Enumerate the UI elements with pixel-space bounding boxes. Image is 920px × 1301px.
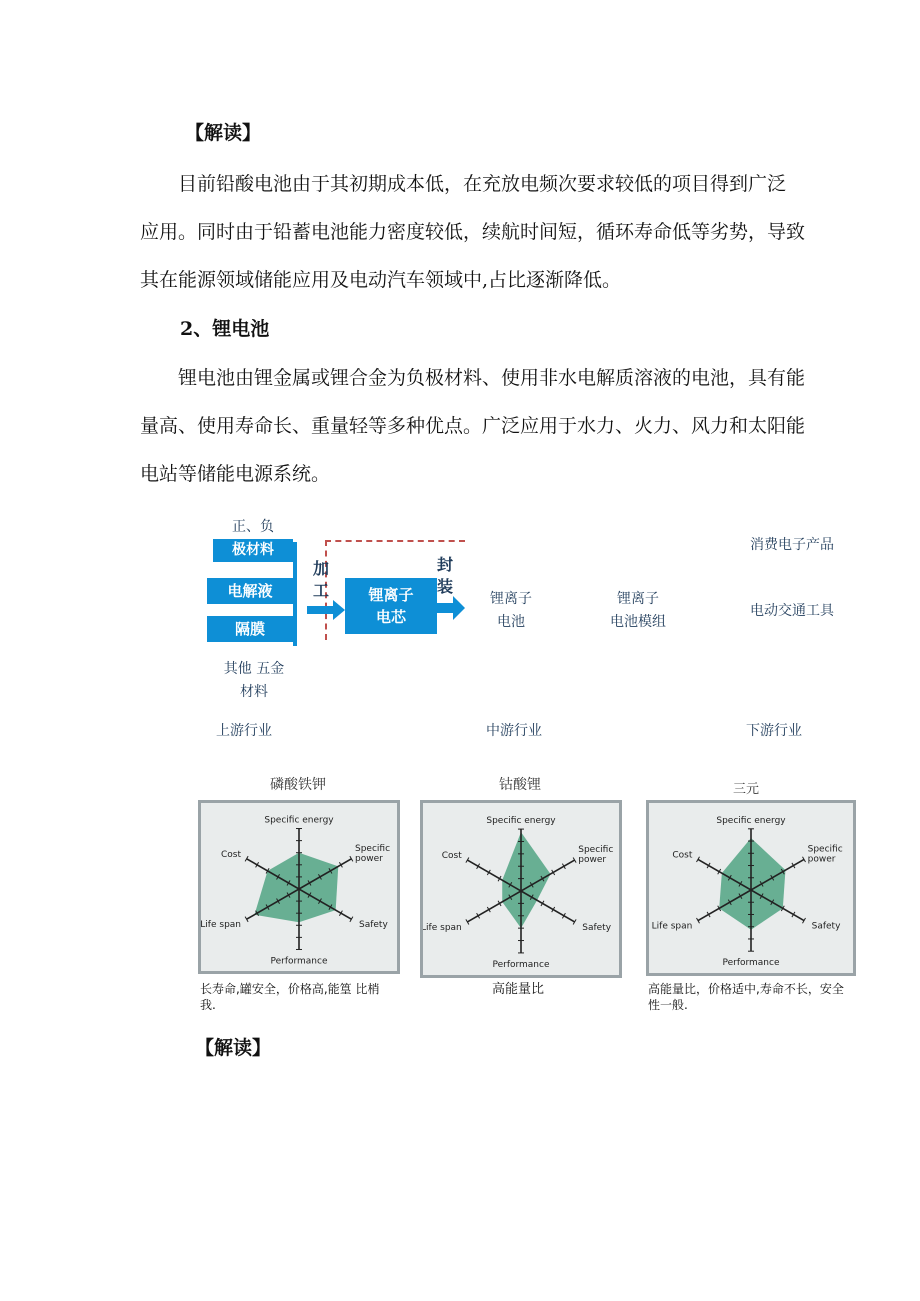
radar-axis-label: Life span: [651, 921, 693, 932]
radar-svg: [423, 803, 619, 975]
chain-dashed-frame: [325, 540, 465, 542]
note-line: 我.: [200, 998, 216, 1012]
radar-svg: [649, 803, 853, 973]
industry-chain-figure: [195, 510, 875, 750]
label-other-materials: [209, 658, 299, 704]
label-line: 工: [313, 581, 330, 600]
label-upstream: 上游行业: [216, 723, 272, 739]
box-line: 电芯: [375, 608, 406, 626]
paragraph-line: 量高、使用寿命长、重量轻等多种优点。广泛应用于水力、火力、风力和太阳能: [140, 415, 806, 437]
radar-axis-label: Safety: [582, 922, 612, 933]
radar-note-nmc: [648, 981, 860, 1013]
note-line: 高能量比: [491, 982, 544, 997]
label-lithium-battery: [473, 588, 549, 634]
box-line: 锂离子: [368, 586, 414, 604]
section-heading-interpretation-1: 【解读】: [185, 122, 262, 144]
section-heading-lithium: [180, 314, 269, 341]
label-line: 正、负: [232, 519, 274, 535]
radar-axis-label: Specific power: [355, 843, 391, 864]
section-heading-interpretation-2: 【解读】: [195, 1037, 272, 1059]
section-heading-text: 2、锂电池: [180, 318, 270, 340]
radar-axis-label: Performance: [492, 959, 550, 970]
radar-title-nmc: 三元: [732, 782, 759, 797]
radar-note-lfp: [200, 981, 410, 1013]
radar-axis-label: Specific energy: [486, 816, 556, 827]
label-line: 锂离子: [490, 591, 532, 607]
radar-axis-label: Safety: [359, 920, 388, 931]
radar-note-lco: [420, 982, 616, 998]
label-consumer-electronics: 消费电子产品: [750, 537, 834, 553]
radar-axis-label: Cost: [441, 851, 462, 862]
label-line: 极材料: [213, 539, 293, 562]
label-line: 封: [437, 555, 454, 574]
radar-axis-label: Performance: [722, 958, 780, 969]
label-line: 材料: [240, 684, 268, 700]
paragraph-lead-acid: [140, 160, 840, 304]
chain-left-bracket: [293, 542, 297, 646]
paragraph-line: 应用。同时由于铅蓄电池能力密度较低，续航时间短，循环寿命低等劣势，导致: [140, 221, 806, 243]
label-package: [437, 554, 459, 598]
radar-axis-label: Safety: [811, 921, 841, 932]
label-downstream: 下游行业: [746, 723, 802, 739]
radar-title-lfp: 磷酸铁钾: [270, 777, 326, 793]
radar-chart-nmc: [646, 800, 856, 976]
note-line: 性一般.: [648, 998, 688, 1012]
note-line: 长寿命,罐安全，价格高,能篁 比梢: [200, 982, 380, 996]
box-electrolyte: 电解液: [207, 578, 293, 604]
label-line: 电池模组: [610, 614, 666, 630]
radar-axis-label: Specific energy: [264, 815, 334, 826]
box-lithium-cell: [345, 578, 437, 634]
label-process: [313, 558, 335, 602]
radar-chart-lfp: [198, 800, 400, 974]
paragraph-line: 锂电池由锂金属或锂合金为负极材料、使用非水电解质溶液的电池，具有能: [178, 367, 806, 389]
radar-svg: [201, 803, 397, 971]
label-battery-module: [595, 588, 681, 634]
label-line: 装: [437, 577, 454, 596]
box-separator: 隔膜: [207, 616, 293, 642]
radar-axis-label: Life span: [201, 920, 241, 931]
label-line: 加: [313, 559, 330, 578]
radar-area: [719, 838, 785, 930]
radar-axis-label: Specific energy: [716, 815, 786, 826]
note-line: 高能量比，价格适中,寿命不长，安全: [648, 982, 844, 996]
label-midstream: 中游行业: [486, 723, 542, 739]
label-line: 电池: [497, 614, 525, 630]
radar-axis-label: Specific power: [807, 844, 843, 865]
radar-axis-label: Cost: [672, 850, 693, 861]
paragraph-line: 其在能源领域储能应用及电动汽车领域中,占比逐渐降低。: [140, 269, 622, 291]
radar-chart-lco: [420, 800, 622, 978]
arrow-package-icon: [437, 594, 467, 622]
label-line: 锂离子: [617, 591, 659, 607]
paragraph-line: 电站等储能电源系统。: [140, 463, 331, 485]
radar-title-lco: 钴酸锂: [499, 777, 541, 793]
label-pos-neg-material: [213, 516, 293, 562]
radar-axis-label: Specific power: [578, 845, 614, 866]
radar-axis-label: Performance: [270, 956, 328, 967]
label-electric-vehicles: 电动交通工具: [750, 603, 834, 619]
radar-axis-label: Life span: [423, 922, 462, 933]
arrow-process-icon: [307, 598, 347, 622]
radar-axis-label: Cost: [220, 849, 241, 860]
paragraph-lithium: [140, 354, 840, 498]
paragraph-line: 目前铅酸电池由于其初期成本低，在充放电频次要求较低的项目得到广泛: [178, 173, 787, 195]
label-line: 其他 五金: [223, 661, 285, 677]
